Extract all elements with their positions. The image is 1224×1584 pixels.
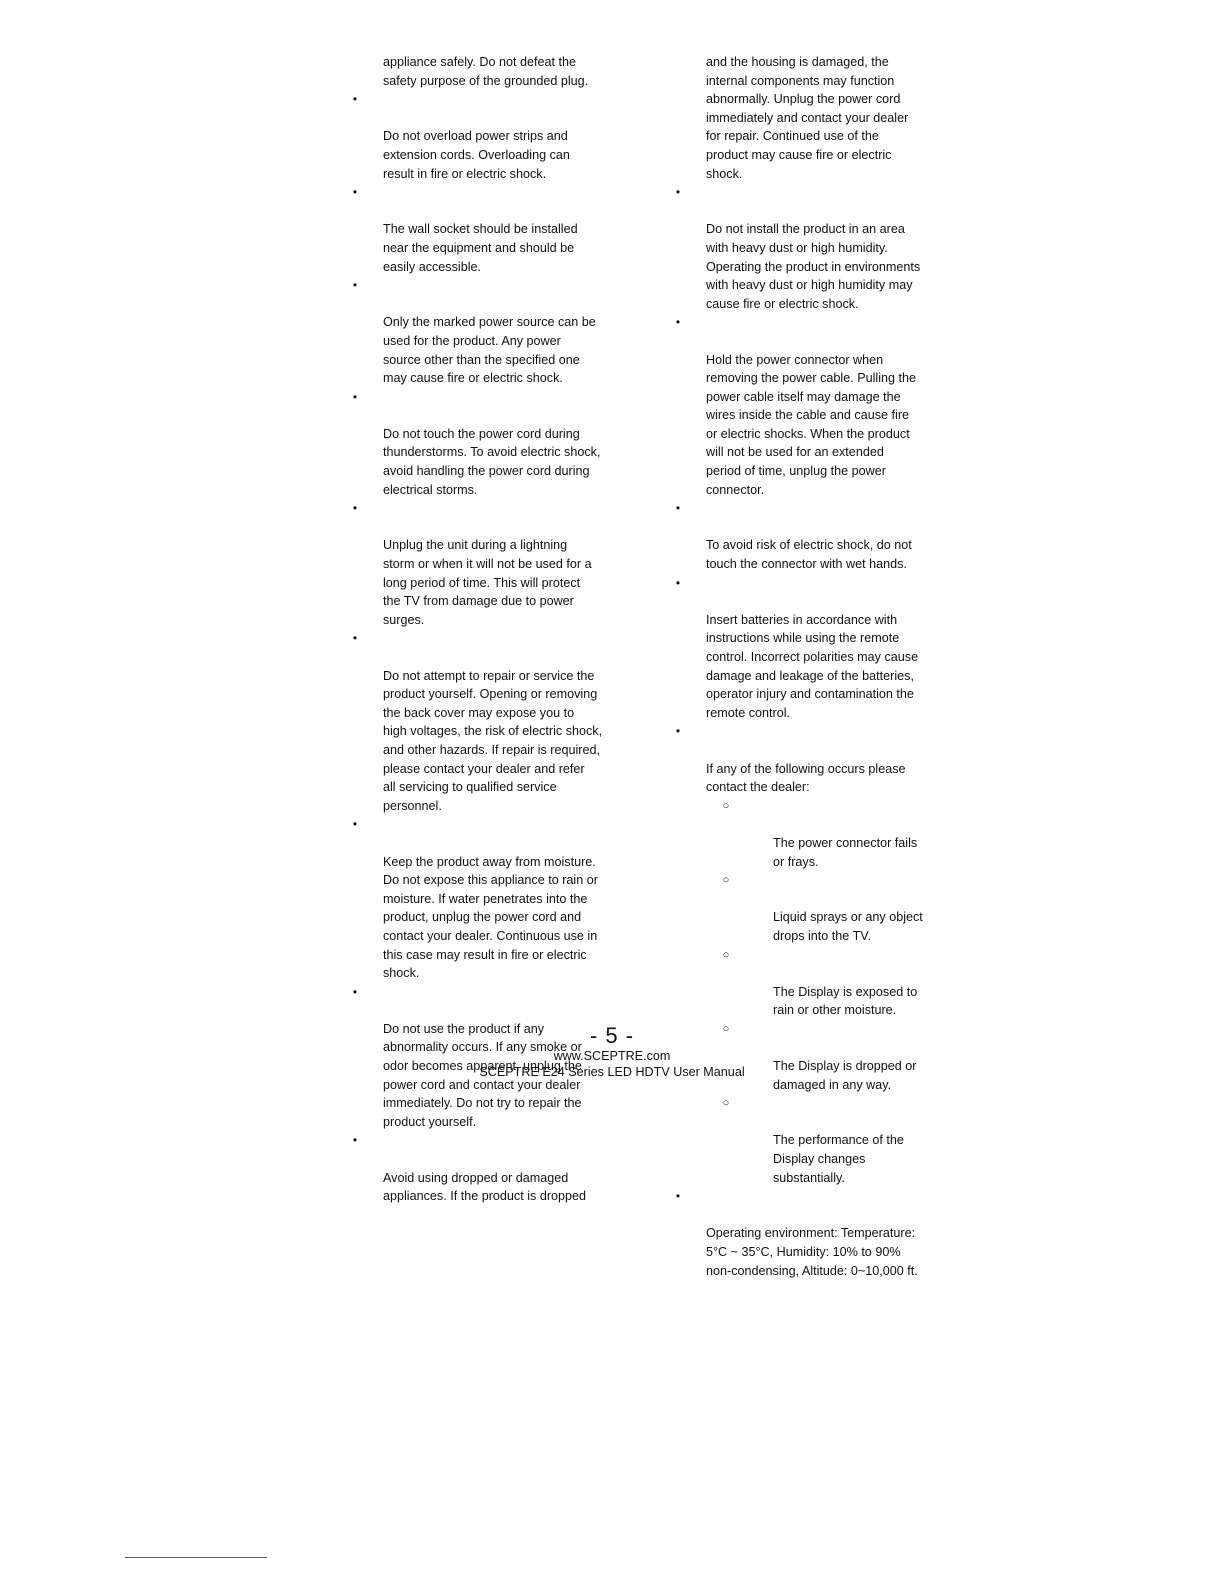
right-column (668, 53, 948, 1280)
list-item (668, 313, 948, 499)
list-item-text: Operating environment: Temperature: 5°C ~ 35°C, Humidity: 10% to 90% non-condensing, Altitude: 0~10,000 ft. (706, 1226, 918, 1278)
list-item-text: Do not use the product if any abnormality occurs. If any smoke or odor becomes apparent, unplug the power cord and contact your dealer immediately. Do not try to repair the product yourself. (383, 1021, 582, 1129)
bullet-icon: • (352, 1133, 358, 1148)
sub-list-item (668, 1094, 948, 1187)
footnote-separator-line (125, 1557, 267, 1558)
bullet-icon: • (352, 501, 358, 516)
sub-list-item-text: The Display is dropped or damaged in any way. (773, 1059, 917, 1092)
circle-bullet-icon: ○ (722, 1097, 730, 1110)
sub-list-item (668, 871, 948, 945)
sub-list-item-text: The Display is exposed to rain or other moisture. (773, 984, 918, 1018)
list-item (668, 722, 948, 796)
list-item-text: Hold the power connector when removing the power cable. Pulling the power cable itself may damage the wires inside the cable and cause fire or electric shocks. When the product will not be used for an extended period of time, unplug the power connector. (706, 352, 917, 497)
list-item (345, 276, 625, 388)
list-item (345, 90, 625, 183)
list-item (345, 499, 625, 629)
list-item (345, 1131, 625, 1205)
bullet-icon: • (352, 278, 358, 293)
list-item-text: Only the marked power source can be used for the product. Any power source other than the specified one may cause fire or electric shock. (383, 315, 596, 386)
circle-bullet-icon: ○ (722, 799, 730, 812)
page-number: - 5 - (589, 1023, 635, 1048)
list-item-text: Do not install the product in an area with heavy dust or high humidity. Operating the product in environments with heavy dust or high humidity may cause fire or electric shock. (706, 222, 921, 311)
list-item (668, 1187, 948, 1280)
list-item-text: Do not touch the power cord during thunderstorms. To avoid electric shock, avoid handling the power cord during electrical storms. (383, 426, 601, 497)
list-item (345, 815, 625, 982)
list-item (345, 629, 625, 815)
circle-bullet-icon: ○ (722, 948, 730, 961)
bullet-icon: • (352, 185, 358, 200)
sub-list-item (668, 797, 948, 871)
list-item-text: If any of the following occurs please contact the dealer: (706, 761, 906, 795)
bullet-icon: • (352, 817, 358, 832)
bullet-icon: • (352, 92, 358, 107)
list-item (345, 388, 625, 500)
list-item (668, 499, 948, 573)
list-item (668, 183, 948, 313)
bullet-icon: • (352, 984, 358, 999)
footer-website: www.SCEPTRE.com (553, 1049, 671, 1063)
right-column-continued-text: and the housing is damaged, the internal components may function abnormally. Unplug the power cord immediately and contact your dealer for repair. Continued use of the product may cause fire or electric shock. (706, 55, 909, 181)
bullet-icon: • (675, 315, 681, 330)
list-item-text: Do not attempt to repair or service the product yourself. Opening or removing the back cover may expose you to high voltages, the risk of electric shock, and other hazards. If repair is required, please contact your dealer and refer all servicing to qualified service personnel. (383, 668, 603, 813)
list-item-text: To avoid risk of electric shock, do not touch the connector with wet hands. (706, 538, 912, 572)
bullet-icon: • (675, 724, 681, 739)
bullet-icon: • (675, 185, 681, 200)
list-item-text: Avoid using dropped or damaged appliances. If the product is dropped (383, 1170, 587, 1204)
sub-list-item-text: The power connector fails or frays. (773, 835, 918, 869)
circle-bullet-icon: ○ (722, 1022, 730, 1035)
bullet-icon: • (675, 1189, 681, 1204)
list-item (345, 183, 625, 276)
bullet-icon: • (675, 575, 681, 590)
sub-list-item-text: The performance of the Display changes substantially. (773, 1133, 904, 1185)
list-item-text: Do not overload power strips and extension cords. Overloading can result in fire or electric shock. (383, 129, 570, 181)
sub-list-item-text: Liquid sprays or any object drops into the TV. (773, 910, 923, 943)
left-column-continued-text: appliance safely. Do not defeat the safety purpose of the grounded plug. (383, 55, 589, 88)
bullet-icon: • (675, 501, 681, 516)
bullet-icon: • (352, 389, 358, 404)
bullet-icon: • (352, 631, 358, 646)
list-item-text: Keep the product away from moisture. Do not expose this appliance to rain or moisture. If water penetrates into the product, unplug the power cord and contact your dealer. Continuous use in this case may result in fire or electric shock. (383, 854, 598, 981)
list-item-text: Insert batteries in accordance with instructions while using the remote control. Incorrect polarities may cause damage and leakage of the batteries, operator injury and contamination the remote control. (706, 612, 919, 720)
list-item (668, 574, 948, 723)
circle-bullet-icon: ○ (722, 874, 730, 887)
list-item-text: Unplug the unit during a lightning storm or when it will not be used for a long period of time. This will protect the TV from damage due to power surges. (383, 538, 592, 627)
sub-list-item (668, 946, 948, 1020)
footer-manual-title: SCEPTRE E24 Series LED HDTV User Manual (479, 1065, 745, 1079)
list-item-text: The wall socket should be installed near the equipment and should be easily accessible. (383, 222, 578, 274)
